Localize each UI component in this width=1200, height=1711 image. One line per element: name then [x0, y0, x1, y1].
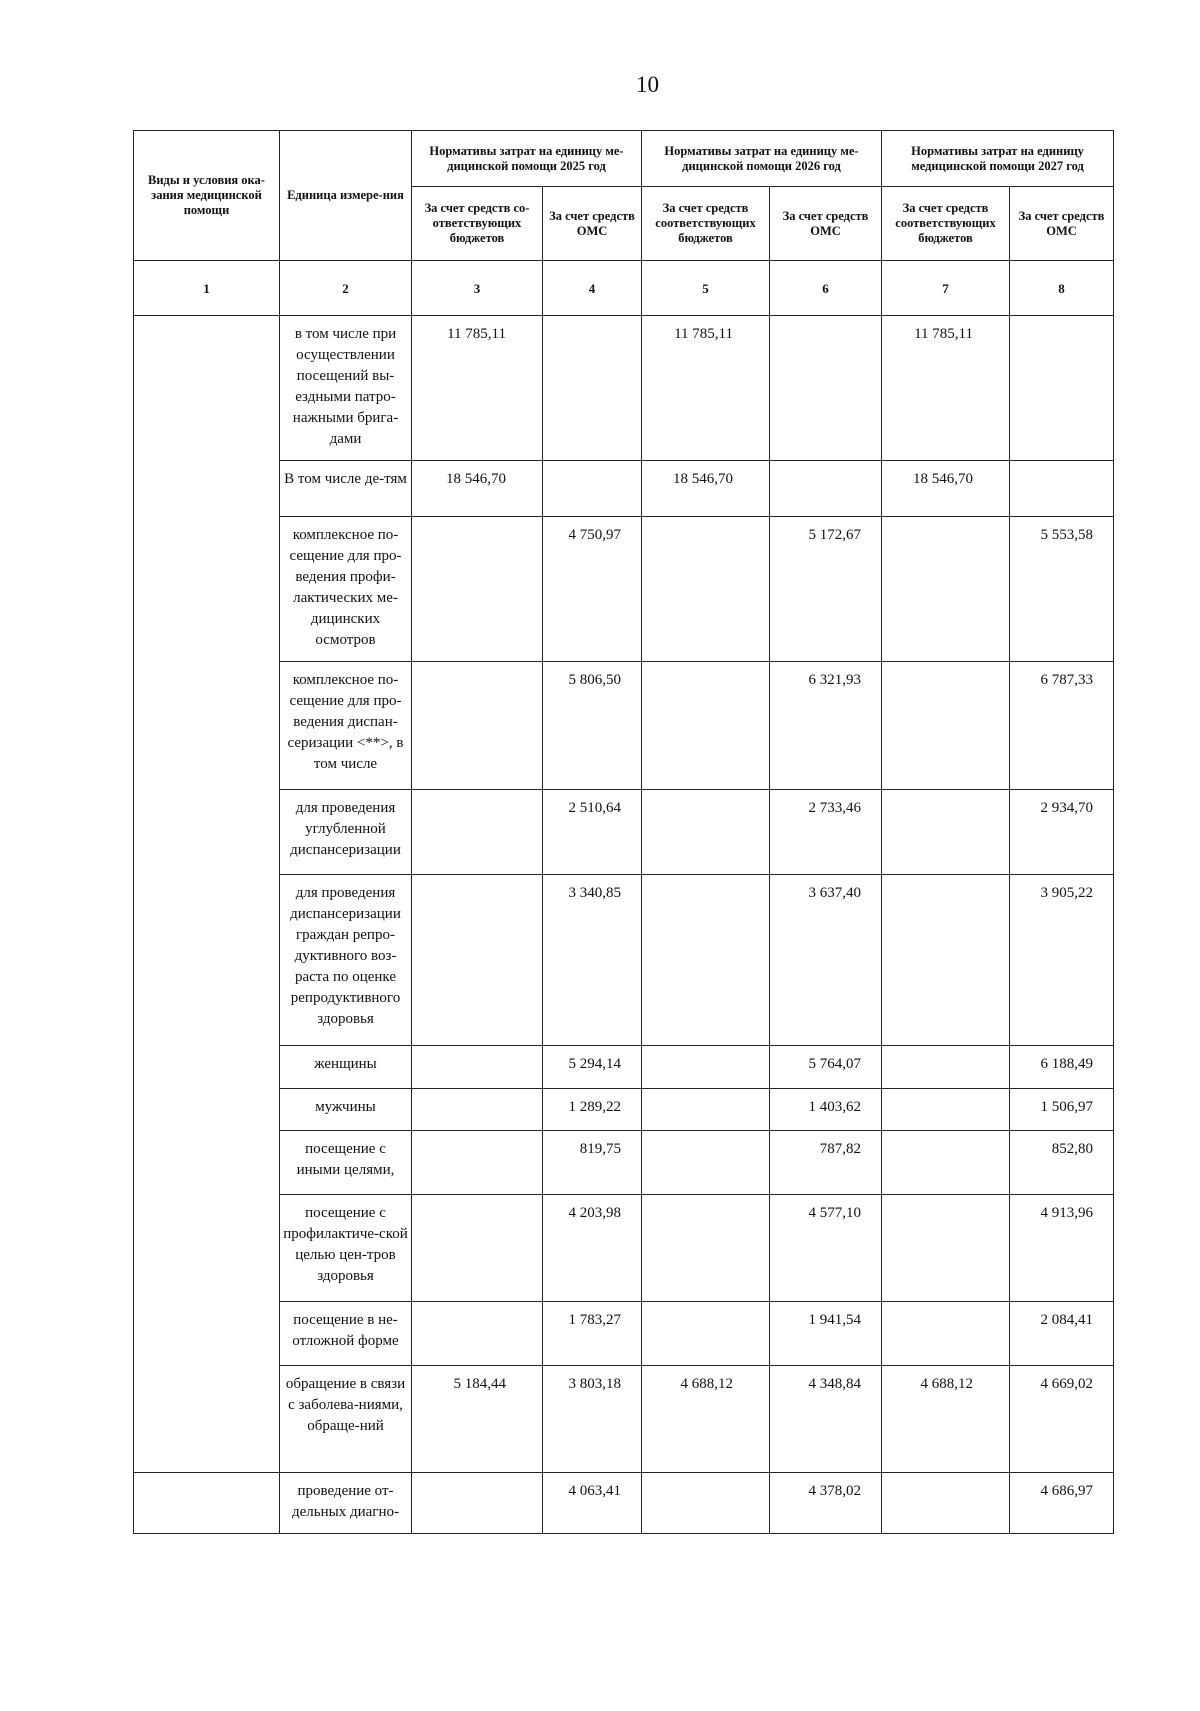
value-cell: 1 403,62: [770, 1089, 882, 1131]
header-budget-2025: За счет средств со-ответствующих бюджетов: [412, 187, 543, 261]
value-cell: [882, 1302, 1010, 1366]
value-cell: [412, 1046, 543, 1089]
value-cell: [412, 662, 543, 790]
value-cell: 18 546,70: [882, 461, 1010, 517]
column-number: 1: [134, 261, 280, 316]
value-cell: 4 688,12: [642, 1366, 770, 1473]
value-cell: 11 785,11: [882, 316, 1010, 461]
value-cell: 6 787,33: [1010, 662, 1114, 790]
unit-cell: посещение в не-отложной форме: [280, 1302, 412, 1366]
table-row: [134, 662, 1114, 790]
value-cell: 4 688,12: [882, 1366, 1010, 1473]
table-row: [134, 1131, 1114, 1195]
column-number-row: [134, 261, 1114, 316]
value-cell: 2 934,70: [1010, 790, 1114, 875]
table-row: [134, 875, 1114, 1046]
value-cell: 787,82: [770, 1131, 882, 1195]
unit-cell: комплексное по-сещение для про-ведения профи-лактических ме-дицинских осмотров: [280, 517, 412, 662]
unit-cell: для проведения углубленной диспансеризации: [280, 790, 412, 875]
table-row: [134, 1195, 1114, 1302]
unit-cell: для проведения диспансеризации граждан репро-дуктивного воз-раста по оценке репродуктивного здоровья: [280, 875, 412, 1046]
value-cell: [412, 1131, 543, 1195]
unit-cell: мужчины: [280, 1089, 412, 1131]
value-cell: 852,80: [1010, 1131, 1114, 1195]
value-cell: 4 348,84: [770, 1366, 882, 1473]
table-row: [134, 316, 1114, 461]
value-cell: [882, 1089, 1010, 1131]
value-cell: 5 184,44: [412, 1366, 543, 1473]
table-row: [134, 1366, 1114, 1473]
header-oms-2027: За счет средств ОМС: [1010, 187, 1114, 261]
value-cell: [412, 875, 543, 1046]
unit-cell: посещение с профилактиче-ской целью цен-тров здоровья: [280, 1195, 412, 1302]
value-cell: 4 203,98: [543, 1195, 642, 1302]
value-cell: [882, 875, 1010, 1046]
value-cell: 6 321,93: [770, 662, 882, 790]
header-oms-2026: За счет средств ОМС: [770, 187, 882, 261]
value-cell: 3 905,22: [1010, 875, 1114, 1046]
value-cell: [882, 517, 1010, 662]
value-cell: [642, 1089, 770, 1131]
value-cell: 6 188,49: [1010, 1046, 1114, 1089]
value-cell: 5 172,67: [770, 517, 882, 662]
value-cell: [642, 1473, 770, 1534]
value-cell: 2 733,46: [770, 790, 882, 875]
unit-cell: женщины: [280, 1046, 412, 1089]
value-cell: [412, 1089, 543, 1131]
table-row: [134, 517, 1114, 662]
header-budget-2027: За счет средств соответствующих бюджетов: [882, 187, 1010, 261]
value-cell: [642, 1046, 770, 1089]
column-number: 3: [412, 261, 543, 316]
value-cell: 18 546,70: [642, 461, 770, 517]
table-row: [134, 1302, 1114, 1366]
value-cell: [882, 1046, 1010, 1089]
column-number: 5: [642, 261, 770, 316]
value-cell: 3 340,85: [543, 875, 642, 1046]
value-cell: [882, 1131, 1010, 1195]
value-cell: 4 750,97: [543, 517, 642, 662]
value-cell: 1 289,22: [543, 1089, 642, 1131]
value-cell: [412, 517, 543, 662]
value-cell: [1010, 461, 1114, 517]
unit-cell: обращение в связи с заболева-ниями, обраще-ний: [280, 1366, 412, 1473]
value-cell: [1010, 316, 1114, 461]
value-cell: 819,75: [543, 1131, 642, 1195]
value-cell: 5 806,50: [543, 662, 642, 790]
value-cell: 11 785,11: [642, 316, 770, 461]
kind-cell: [134, 1473, 280, 1534]
value-cell: [412, 790, 543, 875]
value-cell: 4 063,41: [543, 1473, 642, 1534]
column-number: 7: [882, 261, 1010, 316]
value-cell: [642, 790, 770, 875]
value-cell: [770, 461, 882, 517]
value-cell: 5 294,14: [543, 1046, 642, 1089]
table-row: [134, 461, 1114, 517]
kind-cell: [134, 316, 280, 1473]
value-cell: 1 941,54: [770, 1302, 882, 1366]
table-row: [134, 1473, 1114, 1534]
value-cell: 11 785,11: [412, 316, 543, 461]
unit-cell: комплексное по-сещение для про-ведения диспан-серизации <**>, в том числе: [280, 662, 412, 790]
value-cell: [642, 662, 770, 790]
header-year-2027: Нормативы затрат на единицу медицинской помощи 2027 год: [882, 131, 1114, 187]
header-unit: Единица измере-ния: [280, 131, 412, 261]
value-cell: 4 686,97: [1010, 1473, 1114, 1534]
table-row: [134, 790, 1114, 875]
value-cell: 1 506,97: [1010, 1089, 1114, 1131]
value-cell: 4 577,10: [770, 1195, 882, 1302]
header-budget-2026: За счет средств соответствующих бюджетов: [642, 187, 770, 261]
value-cell: [543, 461, 642, 517]
header-year-2025: Нормативы затрат на единицу ме-дицинской помощи 2025 год: [412, 131, 642, 187]
header-kind: Виды и условия ока-зания медицинской помощи: [134, 131, 280, 261]
value-cell: [412, 1302, 543, 1366]
value-cell: 1 783,27: [543, 1302, 642, 1366]
value-cell: [642, 1131, 770, 1195]
value-cell: 4 913,96: [1010, 1195, 1114, 1302]
page-number: 10: [636, 72, 659, 97]
value-cell: [412, 1473, 543, 1534]
unit-cell: В том числе де-тям: [280, 461, 412, 517]
value-cell: [642, 1195, 770, 1302]
value-cell: [642, 517, 770, 662]
unit-cell: посещение с иными целями,: [280, 1131, 412, 1195]
value-cell: 2 510,64: [543, 790, 642, 875]
column-number: 4: [543, 261, 642, 316]
table-row: [134, 1089, 1114, 1131]
cost-norms-table: [133, 130, 1114, 1534]
column-number: 2: [280, 261, 412, 316]
value-cell: 5 553,58: [1010, 517, 1114, 662]
value-cell: [642, 875, 770, 1046]
table-row: [134, 1046, 1114, 1089]
value-cell: 3 637,40: [770, 875, 882, 1046]
value-cell: [543, 316, 642, 461]
unit-cell: проведение от-дельных диагно-: [280, 1473, 412, 1534]
value-cell: [882, 1195, 1010, 1302]
unit-cell: в том числе при осуществлении посещений вы-ездными патро-нажными брига-дами: [280, 316, 412, 461]
value-cell: [882, 790, 1010, 875]
header-oms-2025: За счет средств ОМС: [543, 187, 642, 261]
column-number: 8: [1010, 261, 1114, 316]
value-cell: [642, 1302, 770, 1366]
value-cell: [882, 1473, 1010, 1534]
value-cell: 5 764,07: [770, 1046, 882, 1089]
value-cell: [770, 316, 882, 461]
column-number: 6: [770, 261, 882, 316]
value-cell: 3 803,18: [543, 1366, 642, 1473]
value-cell: 4 378,02: [770, 1473, 882, 1534]
header-year-2026: Нормативы затрат на единицу ме-дицинской помощи 2026 год: [642, 131, 882, 187]
value-cell: [882, 662, 1010, 790]
value-cell: 4 669,02: [1010, 1366, 1114, 1473]
value-cell: 18 546,70: [412, 461, 543, 517]
value-cell: 2 084,41: [1010, 1302, 1114, 1366]
value-cell: [412, 1195, 543, 1302]
